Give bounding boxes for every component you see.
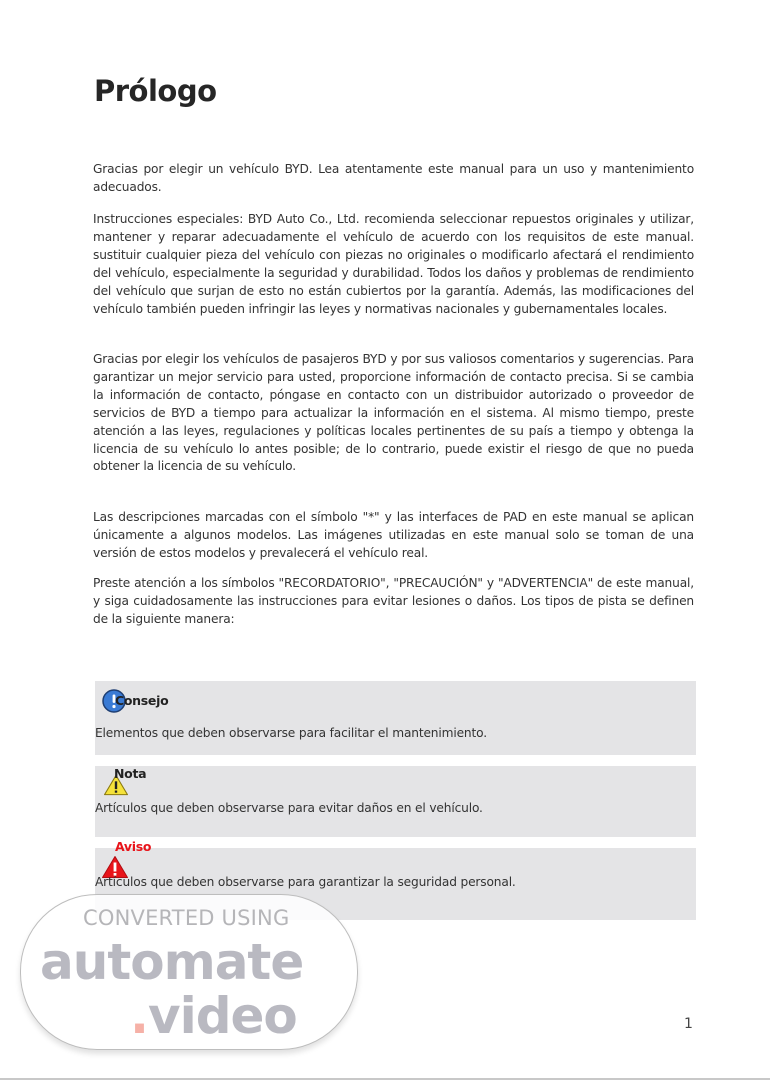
page-number: 1 <box>684 1016 693 1032</box>
paragraph-contact-info: Gracias por elegir los vehículos de pasajeros BYD y por sus valiosos comentarios y sugerencias. Para garantizar un mejor servicio para usted, proporcione información de contacto precisa. Si se cambia la información de contacto, póngase en contacto con un distribuidor autorizado o proveedor de servicios de BYD a tiempo para actualizar la información en el sistema. Al mismo tiempo, preste atención a las leyes, regulaciones y políticas locales pertinentes de su país a tiempo y obtenga la licencia de su vehículo lo antes posible; de lo contrario, puede existir el riesgo de que no pueda obtener la licencia de su vehículo. <box>93 352 694 474</box>
notice-label-consejo: Consejo <box>115 693 169 708</box>
paragraph-hint-types: Preste atención a los símbolos "RECORDATORIO", "PRECAUCIÓN" y "ADVERTENCIA" de este manual, y siga cuidadosamente las instrucciones para evitar lesiones o daños. Los tipos de pista se definen de la siguiente manera: <box>93 576 694 626</box>
paragraph-intro: Gracias por elegir un vehículo BYD. Lea atentamente este manual para un uso y mantenimiento adecuados. <box>93 162 694 194</box>
watermark-converted-using: CONVERTED USING <box>83 906 290 930</box>
notice-label-aviso: Aviso <box>115 839 152 854</box>
watermark-automate: automate <box>40 933 304 991</box>
notice-description-aviso: Artículos que deben observarse para garantizar la seguridad personal. <box>95 875 516 889</box>
page-title: Prólogo <box>94 74 217 108</box>
paragraph-special-instructions: Instrucciones especiales: BYD Auto Co., Ltd. recomienda seleccionar repuestos originales y utilizar, mantener y reparar adecuadamente el vehículo de acuerdo con los requisitos de este manual. sustituir cualquier pieza del vehículo con piezas no originales o modificarlo afectará el rendimiento del vehículo, especialmente la seguridad y durabilidad. Todos los daños y problemas de rendimiento del vehículo que surjan de esto no están cubiertos por la garantía. Además, las modificaciones del vehículo también pueden infringir las leyes y normativas nacionales y gubernamentales locales. <box>93 212 694 316</box>
notice-description-consejo: Elementos que deben observarse para facilitar el mantenimiento. <box>95 726 487 740</box>
watermark-dot: . <box>130 987 148 1045</box>
paragraph-symbol-descriptions: Las descripciones marcadas con el símbolo "*" y las interfaces de PAD en este manual se aplican únicamente a algunos modelos. Las imágenes utilizadas en este manual solo se toman de una versión de estos modelos y prevalecerá el vehículo real. <box>93 510 694 560</box>
watermark-video <box>130 986 297 1046</box>
notice-box-consejo <box>95 681 696 755</box>
notice-description-nota: Artículos que deben observarse para evitar daños en el vehículo. <box>95 801 483 815</box>
watermark-video-text: video <box>148 987 297 1045</box>
notice-label-nota: Nota <box>114 766 147 781</box>
